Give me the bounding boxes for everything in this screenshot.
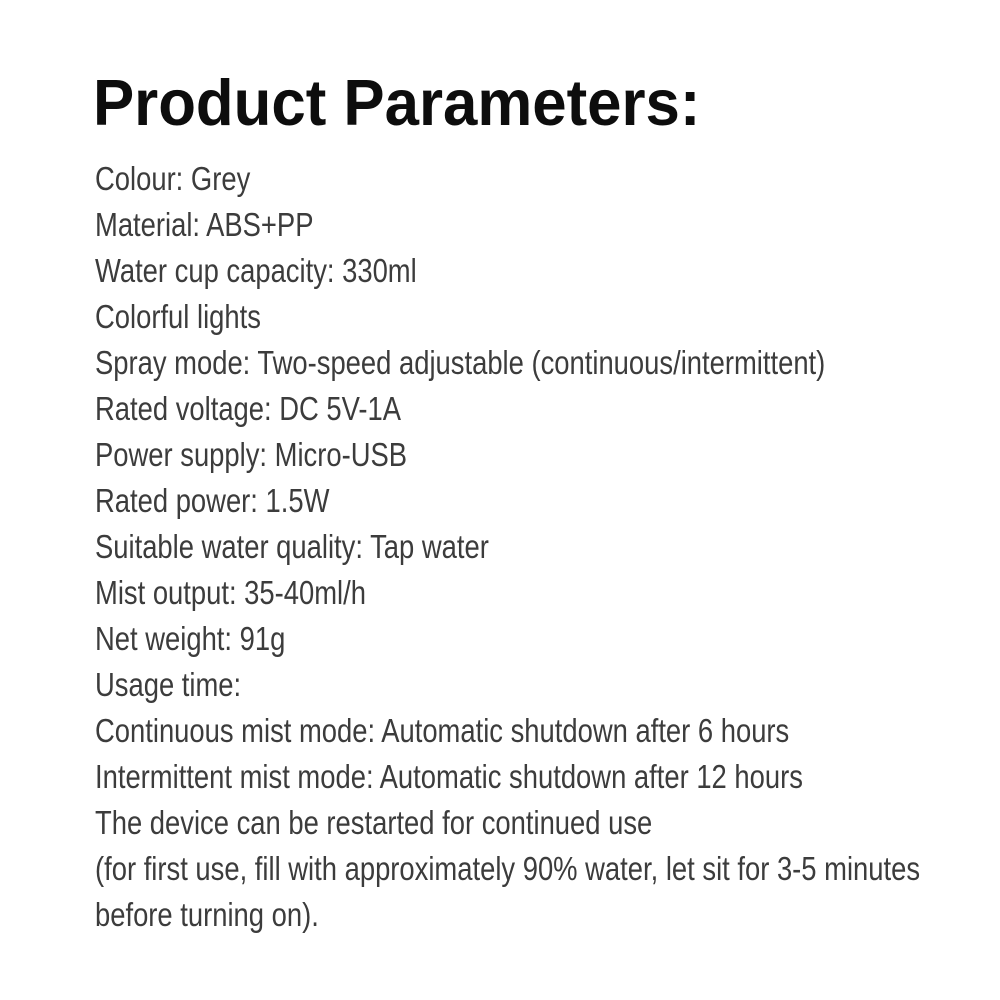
param-line-mist-output: Mist output: 35-40ml/h	[95, 574, 366, 611]
param-line-power-supply: Power supply: Micro-USB	[95, 436, 408, 473]
parameter-list	[95, 156, 1000, 938]
param-line-usage-time: Usage time:	[95, 666, 242, 703]
param-line-restart-note: The device can be restarted for continued use	[95, 804, 653, 841]
param-line-first-use-note-cont: before turning on).	[95, 896, 319, 933]
param-line-net-weight: Net weight: 91g	[95, 620, 286, 657]
page-title: Product Parameters:	[93, 66, 701, 139]
param-line-continuous-mode: Continuous mist mode: Automatic shutdown after 6 hours	[95, 712, 790, 749]
param-line-rated-voltage: Rated voltage: DC 5V-1A	[95, 390, 402, 427]
param-line-water-cup-capacity: Water cup capacity: 330ml	[95, 252, 417, 289]
param-line-first-use-note: (for first use, fill with approximately 90% water, let sit for 3-5 minutes	[95, 850, 921, 887]
param-line-colour: Colour: Grey	[95, 160, 251, 197]
param-line-colorful-lights: Colorful lights	[95, 298, 261, 335]
param-line-material: Material: ABS+PP	[95, 206, 314, 243]
param-line-water-quality: Suitable water quality: Tap water	[95, 528, 489, 565]
param-line-rated-power: Rated power: 1.5W	[95, 482, 330, 519]
param-line-spray-mode: Spray mode: Two-speed adjustable (continuous/intermittent)	[95, 344, 826, 381]
param-line-intermittent-mode: Intermittent mist mode: Automatic shutdown after 12 hours	[95, 758, 803, 795]
